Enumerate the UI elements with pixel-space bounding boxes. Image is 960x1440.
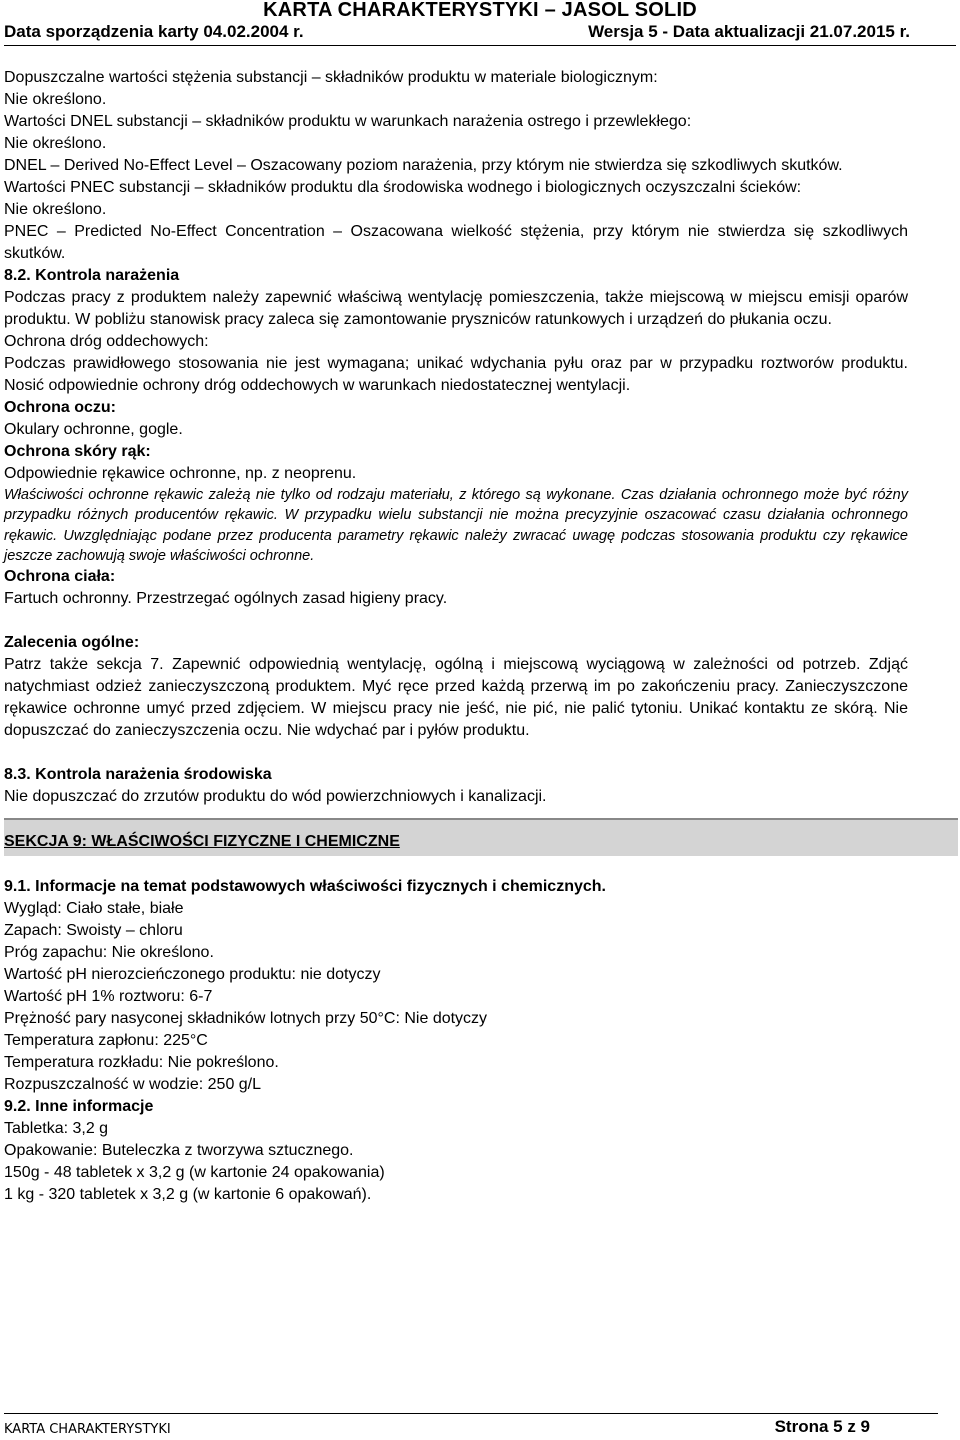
section-9-title: SEKCJA 9: WŁAŚCIWOŚCI FIZYCZNE I CHEMICZNE: [4, 833, 400, 851]
properties-list: [4, 898, 908, 1096]
property-line: Wygląd: Ciało stałe, białe: [4, 900, 184, 918]
label-respiratory: Ochrona dróg oddechowych:: [4, 333, 209, 350]
paragraph-8-2: Podczas pracy z produktem należy zapewnić właściwą wentylację pomieszczenia, także miejscową w miejscu emisji oparów produktu. W pobliżu stanowisk pracy zaleca się zamontowanie pryszniców ratunkowych i urządzeń do płukania oczu.: [4, 289, 908, 328]
text-respiratory: Podczas prawidłowego stosowania nie jest wymagana; unikać wdychania pyłu oraz par w przypadku roztworów produktu. Nosić odpowiednie ochrony dróg oddechowych w warunkach niedostatecznej wentylacji.: [4, 355, 908, 394]
heading-9-1: 9.1. Informacje na temat podstawowych właściwości fizycznych i chemicznych.: [4, 878, 606, 896]
property-line: Temperatura zapłonu: 225°C: [4, 1032, 208, 1050]
header-date: Data sporządzenia karty 04.02.2004 r.: [4, 22, 304, 41]
text-hand: Odpowiednie rękawice ochronne, np. z neoprenu.: [4, 465, 357, 482]
spacer: [4, 610, 908, 632]
heading-8-3: 8.3. Kontrola narażenia środowiska: [4, 766, 272, 784]
paragraph-biological: Dopuszczalne wartości stężenia substancji – składników produktu w materiale biologicznym:: [4, 69, 658, 86]
spacer: [4, 808, 908, 818]
value-dnel: Nie określono.: [4, 135, 107, 152]
note-hand: Właściwości ochronne rękawic zależą nie tylko od rodzaju materiału, z którego są wykonane. Czas działania ochronnego może być różny przypadku różnych producentów rękawic. W przypadku wielu substancji nie można precyzyjnie oszacować czasu działania ochronnego rękawic. Uwzględniając podane przez producenta parametry rękawic należy zwracać uwagę podczas stosowania produktu czy rękawice jeszcze zachowują swoje właściwości ochronne.: [4, 487, 908, 564]
property-line: Prężność pary nasyconej składników lotnych przy 50°C: Nie dotyczy: [4, 1010, 488, 1028]
value-biological: Nie określono.: [4, 91, 107, 108]
footer-page-number: Strona 5 z 9: [774, 1417, 870, 1436]
other-info-line: Opakowanie: Buteleczka z tworzywa sztucznego.: [4, 1142, 354, 1160]
header-rule: [4, 45, 956, 46]
paragraph-8-3: Nie dopuszczać do zrzutów produktu do wód powierzchniowych i kanalizacji.: [4, 788, 547, 806]
label-hand: Ochrona skóry rąk:: [4, 443, 151, 460]
definition-pnec: PNEC – Predicted No-Effect Concentration – Oszacowana wielkość stężenia, przy którym nie stwierdza się szkodliwych skutków.: [4, 223, 908, 262]
label-general: Zalecenia ogólne:: [4, 634, 140, 652]
text-eye: Okulary ochronne, gogle.: [4, 421, 183, 438]
heading-8-2: 8.2. Kontrola narażenia: [4, 267, 180, 284]
header-title: KARTA CHARAKTERYSTYKI – JASOL SOLID: [263, 0, 697, 21]
other-info-line: 1 kg - 320 tabletek x 3,2 g (w kartonie 6 opakowań).: [4, 1186, 372, 1204]
text-body: Fartuch ochronny. Przestrzegać ogólnych zasad higieny pracy.: [4, 590, 448, 608]
property-line: Wartość pH 1% roztworu: 6-7: [4, 988, 213, 1006]
header-version: Wersja 5 - Data aktualizacji 21.07.2015 r.: [588, 22, 910, 41]
section-9-band: [4, 818, 958, 856]
footer-rule: [4, 1413, 938, 1414]
label-body: Ochrona ciała:: [4, 568, 116, 586]
other-info-list: [4, 1118, 908, 1206]
paragraph-dnel: Wartości DNEL substancji – składników produktu w warunkach narażenia ostrego i przewlekłego:: [4, 113, 692, 130]
definition-dnel: DNEL – Derived No-Effect Level – Oszacowany poziom narażenia, przy którym nie stwierdza się szkodliwych skutków.: [4, 157, 843, 174]
paragraph-pnec: Wartości PNEC substancji – składników produktu dla środowiska wodnego i biologicznych oczyszczalni ścieków:: [4, 179, 802, 196]
spacer: [4, 856, 908, 876]
property-line: Wartość pH nierozcieńczonego produktu: nie dotyczy: [4, 966, 381, 984]
label-eye: Ochrona oczu:: [4, 399, 117, 416]
property-line: Rozpuszczalność w wodzie: 250 g/L: [4, 1076, 262, 1094]
value-pnec: Nie określono.: [4, 201, 107, 218]
property-line: Temperatura rozkładu: Nie pokreślono.: [4, 1054, 279, 1072]
text-general: Patrz także sekcja 7. Zapewnić odpowiednią wentylację, ogólną i miejscową wyciągową w zależności od potrzeb. Zdjąć natychmiast odzież zanieczyszczoną produktem. Myć ręce przed każdą przerwą im po zakończeniu pracy. Zanieczyszczone rękawice ochronne umyć przed zdjęciem. W miejscu pracy nie jeść, nie pić, nie palić tytoniu. Unikać kontaktu ze skórą. Nie dopuszczać do zanieczyszczenia oczu. Nie wdychać par i pyłów produktu.: [4, 656, 908, 740]
heading-9-2: 9.2. Inne informacje: [4, 1098, 154, 1116]
document-body: [4, 67, 908, 1206]
property-line: Zapach: Swoisty – chloru: [4, 922, 183, 940]
footer-left: KARTA CHARAKTERYSTYKI: [4, 1422, 171, 1437]
other-info-line: Tabletka: 3,2 g: [4, 1120, 109, 1138]
property-line: Próg zapachu: Nie określono.: [4, 944, 214, 962]
spacer: [4, 742, 908, 764]
other-info-line: 150g - 48 tabletek x 3,2 g (w kartonie 24 opakowania): [4, 1164, 385, 1182]
